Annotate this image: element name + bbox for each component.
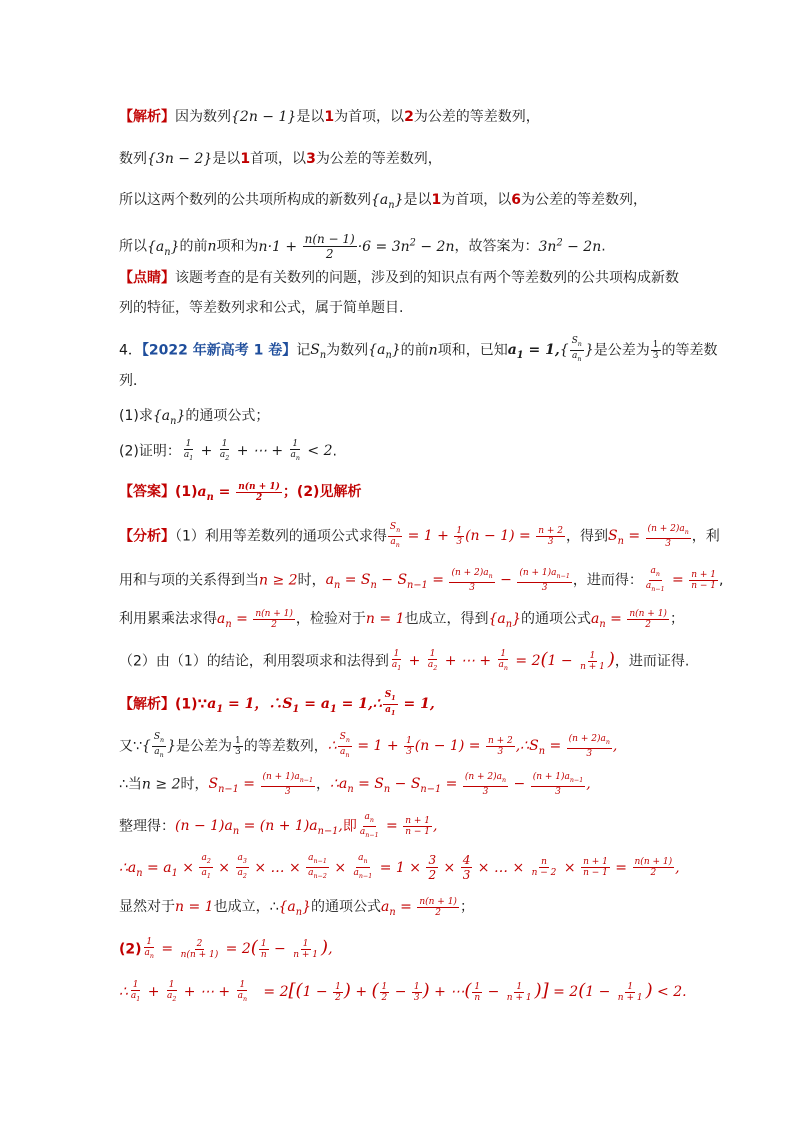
jiexi-tag: 【解析】 bbox=[119, 109, 175, 125]
jiexi-step-3: ∴当n ≥ 2时，$S_{n-1}$ = $\frac{(n + 1)a_{n-1}}{3}$ ，$\therefore a_n = S_n - S_{n-1}$ = $\frac{(n + 2)a_n}{3}$ − $\frac{(n + 1)a_{n-1}}{3}$ , bbox=[119, 772, 591, 797]
question-4-part-1: (1)求$\{a_n\}$的通项公式； bbox=[119, 408, 270, 427]
answer-line: 【答案】$(1)a_n$ = $\frac{n(n + 1)}{2}$ ；(2)见解析 bbox=[119, 481, 362, 503]
dianjing-line-2: 列的特征，等差数列求和公式，属于简单题目. bbox=[119, 300, 404, 316]
jiexi-step-5: $\therefore a_n = a_1$ × $\frac{a_2}{a_1}$ × $\frac{a_3}{a_2}$ × … × $\frac{a_{n-1}}{a_{n-2}}$ × $\frac{a_n}{a_{n-1}}$ = 1 × $\frac{3}{2}$ × $\frac{4}{3}$ × … × $\frac{n}{n - 2}$ × $\frac{n + 1}{n - 1}$ = $\frac{n(n + 1)}{2}$ , bbox=[119, 853, 680, 882]
solution-line-2: 数列{3n − 2}是以1首项，以3为公差的等差数列， bbox=[119, 151, 442, 167]
question-4-line-1: 4．【2022 年新高考 1 卷】记$S_n$为数列$\{a_n\}$的前n项和，已知$a_1 = 1$,{ $\frac{S_n}{a_n}$ }是公差为 $\frac{1}{3}$ 的等差数 bbox=[119, 336, 718, 363]
jiexi-step-4: 整理得：$(n - 1)a_n = (n + 1)a_{n-1}$,即 $\frac{a_n}{a_{n-1}}$ = $\frac{n + 1}{n - 1}$ , bbox=[119, 812, 438, 839]
jiexi-step-7: (2) $\frac{1}{a_n}$ = $\frac{2}{n(n + 1)}$ = 2( $\frac{1}{n}$ − $\frac{1}{n + 1}$ ), bbox=[119, 937, 333, 960]
jiexi-step-6: 显然对于n = 1也成立，$\therefore\{a_n\}$的通项公式$a_n$ = $\frac{n(n + 1)}{2}$ ； bbox=[119, 896, 474, 918]
fenxi-line-2: 用和与项的关系得到当n ≥ 2时，$a_n = S_n - S_{n-1}$ = $\frac{(n + 2)a_n}{3}$ − $\frac{(n + 1)a_{n-1}}{3}$ ，进而得： $\frac{a_n}{a_{n-1}}$ = $\frac{n + 1}{n - 1}$ , bbox=[119, 566, 724, 593]
dianjing-line-1: 【点睛】该题考查的是有关数列的问题，涉及到的知识点有两个等差数列的公共项构成新数 bbox=[119, 270, 679, 286]
fenxi-line-1: 【分析】（1）利用等差数列的通项公式求得 $\frac{S_n}{a_n}$ = 1 + $\frac{1}{3}$ (n − 1) = $\frac{n + 2}{3}$ ，得到$S_n$ = $\frac{(n + 2)a_n}{3}$ ，利 bbox=[119, 522, 720, 549]
question-4-line-2: 列． bbox=[119, 373, 147, 389]
fenxi-line-4: （2）由（1）的结论，利用裂项求和法得到 $\frac{1}{a_1}$ + $\frac{1}{a_2}$ + ⋯ + $\frac{1}{a_n}$ = 2(1 − $\frac{1}{n + 1}$ )，进而证得. bbox=[119, 649, 690, 672]
daan-tag: 【答案】 bbox=[119, 484, 175, 500]
fenxi-line-3: 利用累乘法求得$a_n$ = $\frac{n(n + 1)}{2}$ ，检验对于n = 1也成立，得到$\{a_n\}$的通项公式$a_n$ = $\frac{n(n + 1)}{2}$ ； bbox=[119, 608, 684, 630]
dianjing-tag: 【点睛】 bbox=[119, 270, 175, 286]
jiexi-step-2: 又∵{ $\frac{S_n}{a_n}$ }是公差为 $\frac{1}{3}$ 的等差数列，∴ $\frac{S_n}{a_n}$ = 1 + $\frac{1}{3}$ (n − 1) = $\frac{n + 2}{3}$ $,\therefore S_n$ = $\frac{(n + 2)a_n}{3}$ , bbox=[119, 732, 618, 759]
solution-line-4: 所以$\{a_n\}$的前n项和为n·1 + $\frac{n(n - 1)}{2}$ $\cdot 6 = 3n^2 - 2n$，故答案为：$3n^2 - 2n$. bbox=[119, 232, 606, 262]
solution-line-1: 【解析】因为数列{2n − 1}是以1为首项，以2为公差的等差数列， bbox=[119, 109, 540, 125]
fenxi-tag: 【分析】 bbox=[119, 528, 175, 545]
jiexi-step-8: ∴ $\frac{1}{a_1}$ + $\frac{1}{a_2}$ + ⋯ + $\frac{1}{a_n}$ = 2[(1 − $\frac{1}{2}$ ) + ( $\frac{1}{2}$ − $\frac{1}{3}$ ) + ⋯( $\frac{1}{n}$ − $\frac{1}{n + 1}$ )] = 2(1 − $\frac{1}{n + 1}$ ) < 2. bbox=[119, 980, 687, 1003]
question-4-part-2: (2)证明： $\frac{1}{a_1}$ + $\frac{1}{a_2}$ + ⋯ + $\frac{1}{a_n}$ < 2. bbox=[119, 439, 337, 462]
source-tag: 【2022 年新高考 1 卷】 bbox=[141, 342, 297, 359]
jiexi-step-1: 【解析】$(1)\because a_1 = 1$，$\therefore S_1 = a_1$ = 1,∴ $\frac{S_1}{a_1}$ = 1, bbox=[119, 690, 435, 717]
solution-line-3: 所以这两个数列的公共项所构成的新数列$\{a_n\}$是以1为首项，以6为公差的等差数列， bbox=[119, 192, 648, 211]
